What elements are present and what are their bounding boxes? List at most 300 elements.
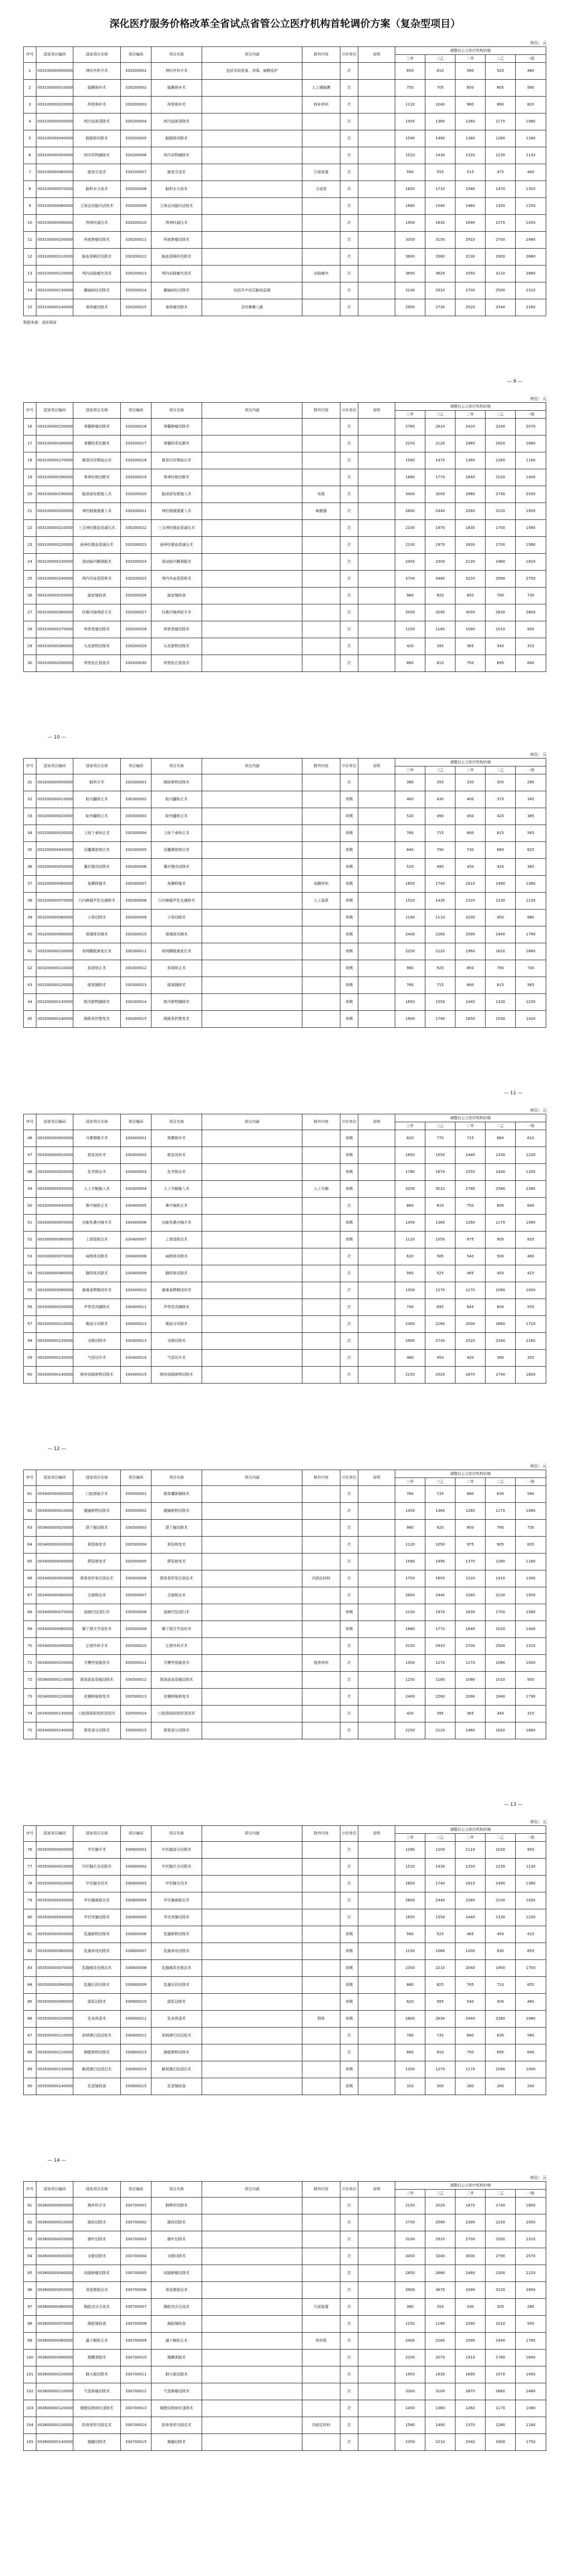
table-cell: 1650 — [395, 1909, 425, 1926]
table-cell: 颅骨钻孔探查术 — [151, 655, 202, 672]
table-header-cell: 二甲 — [455, 1834, 486, 1842]
table-row — [24, 469, 546, 486]
table-cell: 003600000010000 — [36, 2214, 73, 2231]
table-cell: 330400015 — [121, 1367, 151, 1384]
table-row — [24, 2366, 546, 2383]
table-cell: 2120 — [425, 943, 455, 960]
table-cell — [302, 2282, 340, 2299]
table-cell: 330600006 — [121, 1926, 151, 1943]
table-cell — [302, 1587, 340, 1604]
table-row — [24, 1282, 546, 1299]
table-cell: 3390 — [455, 2282, 486, 2299]
table-cell: 矫形板 — [302, 2333, 340, 2350]
table-header-cell: 二甲 — [455, 1478, 486, 1486]
table-cell — [202, 825, 302, 842]
price-table — [23, 1470, 546, 1739]
table-cell: 540 — [455, 1994, 486, 2011]
table-cell: 1050 — [425, 1232, 455, 1248]
table-cell — [302, 1299, 340, 1316]
table-cell — [202, 147, 302, 164]
table-cell: 450 — [486, 1265, 516, 1282]
table-cell: 单侧 — [340, 1215, 358, 1232]
table-cell: 玻璃体切割术 — [151, 926, 202, 943]
table-cell: 330400006 — [121, 1215, 151, 1232]
table-cell: 翼状胬肉切除术 — [73, 859, 121, 876]
table-cell: 颅骨钻孔探查术 — [73, 655, 121, 672]
table-cell — [202, 1672, 302, 1689]
table-cell: 330600004 — [121, 1892, 151, 1909]
table-cell: 1460 — [455, 198, 486, 215]
table-header-cell: 调整后公立医疗机构价格 — [395, 2182, 546, 2190]
table-cell: 320 — [395, 2078, 425, 2095]
table-cell: 1900 — [486, 1960, 516, 1977]
table-cell — [202, 1876, 302, 1892]
table-cell: 人工耳蜗植入术 — [151, 1181, 202, 1198]
table-cell — [202, 808, 302, 825]
table-cell: 假体 — [302, 2011, 340, 2028]
table-cell: 92 — [24, 2214, 36, 2231]
table-cell: 3220 — [455, 571, 486, 588]
table-cell: 2260 — [455, 1587, 486, 1604]
table-cell: 甲状腺部分切除术 — [151, 1842, 202, 1859]
table-cell: 330500015 — [121, 1722, 151, 1739]
table-cell: 1590 — [395, 130, 425, 147]
table-cell: 1450 — [395, 2400, 425, 2417]
table-header-cell: 序号 — [24, 1114, 36, 1130]
table-cell: 2490 — [516, 232, 546, 249]
table-cell: 1010 — [486, 1672, 516, 1689]
table-cell: 植骨材料 — [302, 1655, 340, 1672]
table-cell — [302, 1722, 340, 1739]
table-row — [24, 266, 546, 282]
table-cell: 330200008 — [121, 181, 151, 198]
table-cell: 1260 — [455, 2400, 486, 2417]
table-cell: 13 — [24, 266, 36, 282]
table-cell — [358, 1503, 395, 1520]
table-cell: 1490 — [486, 876, 516, 893]
table-cell: 3150 — [486, 2282, 516, 2299]
table-cell: 26 — [24, 588, 36, 604]
table-cell: 58 — [24, 1333, 36, 1350]
table-cell — [202, 1316, 302, 1333]
table-cell: 1950 — [395, 215, 425, 232]
table-row — [24, 2434, 546, 2451]
table-cell: 颈动脉内膜剥脱术 — [151, 554, 202, 571]
table-header-cell: 说明 — [358, 1826, 395, 1842]
table-cell: 330600010 — [121, 1994, 151, 2011]
table-row — [24, 655, 546, 672]
table-cell: 1260 — [455, 1503, 486, 1520]
table-cell: 气管肿瘤切除术 — [151, 2383, 202, 2400]
table-cell: 330700006 — [121, 2282, 151, 2299]
table-cell: 颅内异物摘除术 — [73, 147, 121, 164]
table-cell: 560 — [395, 1265, 425, 1282]
table-row — [24, 1248, 546, 1265]
table-cell: 脊神经根切断术 — [73, 469, 121, 486]
table-cell: 单侧 — [340, 943, 358, 960]
table-cell: 003300000050000 — [36, 1215, 73, 1232]
table-cell: 1180 — [516, 2417, 546, 2434]
table-cell: 2070 — [425, 2350, 455, 2366]
table-cell: 2450 — [395, 554, 425, 571]
table-cell: 003300000090000 — [36, 1282, 73, 1299]
table-cell: 1850 — [395, 876, 425, 893]
table-header-cell: 计价单位 — [340, 403, 358, 419]
table-cell — [302, 1503, 340, 1520]
table-cell: 气管肿瘤切除术 — [73, 2383, 121, 2400]
table-row — [24, 1316, 546, 1333]
table-cell: 单侧 — [340, 1147, 358, 1164]
table-cell: 72 — [24, 1672, 36, 1689]
table-cell: 1180 — [516, 1554, 546, 1570]
table-cell: 975 — [455, 1537, 486, 1554]
table-cell: 480 — [516, 63, 546, 80]
table-cell: 1870 — [455, 2198, 486, 2214]
table-cell — [358, 2350, 395, 2366]
table-cell — [302, 1960, 340, 1977]
table-cell — [202, 1486, 302, 1503]
table-cell: 唇裂修复术 — [73, 1537, 121, 1554]
table-row — [24, 1147, 546, 1164]
table-cell: 003600000030000 — [36, 2248, 73, 2265]
table-cell — [358, 774, 395, 791]
table-row — [24, 1943, 546, 1960]
table-cell: 腺样体切除术 — [73, 1265, 121, 1282]
table-cell: 330500014 — [121, 1706, 151, 1722]
table-cell — [302, 435, 340, 452]
table-cell: 1330 — [486, 1147, 516, 1164]
table-cell — [358, 825, 395, 842]
table-cell: 003400000000000 — [36, 1486, 73, 1503]
table-cell: 鼓室成形术 — [151, 1147, 202, 1164]
table-cell — [202, 130, 302, 147]
table-cell: 人工晶体 — [302, 893, 340, 910]
table-cell: 105 — [24, 2434, 36, 2451]
table-row — [24, 2044, 546, 2061]
table-cell: 950 — [516, 1842, 546, 1859]
table-cell: 400 — [455, 791, 486, 808]
table-cell: 330200002 — [121, 80, 151, 97]
table-cell: 1550 — [425, 1147, 455, 1164]
table-cell: 次 — [340, 503, 358, 520]
table-cell: 1850 — [395, 1876, 425, 1892]
table-cell — [302, 1486, 340, 1503]
table-cell: 泪囊鼻腔吻合术 — [73, 842, 121, 859]
table-cell — [202, 2078, 302, 2095]
table-row — [24, 859, 546, 876]
table-cell — [358, 1892, 395, 1909]
table-cell: 1790 — [425, 1011, 455, 1028]
table-cell: 73 — [24, 1689, 36, 1706]
table-header-cell: 国家项目名称 — [73, 1114, 121, 1130]
table-cell: 480 — [395, 1350, 425, 1367]
table-cell — [358, 1977, 395, 1994]
table-cell: 1600 — [516, 1367, 546, 1384]
table-cell: 2090 — [455, 2333, 486, 2350]
table-cell — [302, 1198, 340, 1215]
table-cell: 1940 — [486, 2333, 516, 2350]
table-cell: 28 — [24, 621, 36, 638]
table-cell: 2210 — [425, 1960, 455, 1977]
table-header-cell: 国家项目名称 — [73, 1826, 121, 1842]
table-cell — [358, 2248, 395, 2265]
table-cell: 1040 — [425, 97, 455, 113]
table-cell: 330500012 — [121, 1672, 151, 1689]
table-cell: 1680 — [516, 435, 546, 452]
table-cell: 1770 — [425, 469, 455, 486]
table-row — [24, 808, 546, 825]
table-cell: 415 — [516, 1265, 546, 1282]
table-cell: 003200000010000 — [36, 791, 73, 808]
table-header-cell: 三甲 — [395, 766, 425, 774]
table-cell: 620 — [395, 1994, 425, 2011]
table-cell: 330600007 — [121, 1943, 151, 1960]
unit-note: 单位：元 — [530, 1464, 547, 1469]
table-cell: 次 — [340, 2198, 358, 2214]
table-cell — [358, 1554, 395, 1570]
table-cell: 2160 — [516, 1333, 546, 1350]
table-cell: 565 — [516, 977, 546, 994]
table-cell: 椎管内异物取出术 — [73, 452, 121, 469]
table-cell — [302, 2198, 340, 2214]
table-cell: 650 — [455, 80, 486, 97]
table-cell: 前哨淋巴结活检术 — [73, 2028, 121, 2044]
table-cell: 肺叶切除术 — [73, 2231, 121, 2248]
table-cell: 1110 — [455, 1842, 486, 1859]
table-cell — [358, 977, 395, 994]
table-header-cell: 项目内涵 — [202, 1470, 302, 1486]
table-cell: 咽旁间隙肿物切除术 — [151, 1367, 202, 1384]
table-cell — [358, 1722, 395, 1739]
table-cell: 715 — [425, 977, 455, 994]
table-cell: 1430 — [425, 893, 455, 910]
table-cell: 1650 — [455, 1011, 486, 1028]
table-cell — [202, 926, 302, 943]
table-cell — [358, 63, 395, 80]
table-cell: 扁桃体切除术 — [73, 1248, 121, 1265]
table-cell: 玻璃体切割术 — [73, 926, 121, 943]
table-row — [24, 1977, 546, 1994]
table-cell — [358, 1198, 395, 1215]
table-header-cell: 三甲 — [395, 1478, 425, 1486]
table-cell: 44 — [24, 994, 36, 1011]
table-cell: 2350 — [395, 2434, 425, 2451]
table-cell — [302, 2350, 340, 2366]
table-cell — [358, 1215, 395, 1232]
table-cell — [358, 2011, 395, 2028]
table-cell: 83 — [24, 1960, 36, 1977]
table-cell — [202, 469, 302, 486]
table-cell: 630 — [486, 1486, 516, 1503]
table-cell — [302, 1842, 340, 1859]
table-cell — [358, 994, 395, 1011]
table-cell: 450 — [486, 1926, 516, 1943]
table-row — [24, 1265, 546, 1282]
table-cell — [358, 791, 395, 808]
table-cell: 1350 — [516, 181, 546, 198]
table-cell: 次 — [340, 537, 358, 554]
table-cell: 胸膜剥脱术 — [151, 2350, 202, 2366]
table-cell: 次 — [340, 2383, 358, 2400]
table-cell: 1360 — [425, 1503, 455, 1520]
table-header-cell: 除外内容 — [302, 1826, 340, 1842]
table-cell: 003100000200000 — [36, 503, 73, 520]
table-cell — [358, 1621, 395, 1638]
table-cell: 单侧 — [340, 893, 358, 910]
table-cell — [202, 1960, 302, 1977]
table-header-cell: 三甲 — [395, 2190, 425, 2198]
table-row — [24, 774, 546, 791]
table-cell: 003200000000000 — [36, 774, 73, 791]
table-cell: 2050 — [516, 2214, 546, 2231]
table-row — [24, 181, 546, 198]
table-cell: 2100 — [486, 503, 516, 520]
table-cell: 1580 — [455, 181, 486, 198]
table-cell: 880 — [395, 1977, 425, 1994]
table-cell — [358, 537, 395, 554]
table-cell: 三叉神经微血管减压术 — [73, 520, 121, 537]
table-cell — [202, 1181, 302, 1198]
table-header-cell: 序号 — [24, 47, 36, 63]
table-cell: 次 — [340, 1892, 358, 1909]
table-cell: 1600 — [516, 2198, 546, 2214]
table-cell — [202, 2248, 302, 2265]
table-cell: 880 — [516, 910, 546, 926]
table-cell: 39 — [24, 910, 36, 926]
table-cell: 1430 — [425, 1859, 455, 1876]
table-cell: 内固定材料 — [302, 1570, 340, 1587]
table-cell: 3400 — [395, 486, 425, 503]
table-cell — [302, 2044, 340, 2061]
table-cell — [202, 571, 302, 588]
table-cell: 2700 — [455, 1638, 486, 1655]
table-cell: 3200 — [425, 486, 455, 503]
table-cell: 肺大疱切除术 — [73, 2366, 121, 2383]
table-cell: 003100000230000 — [36, 554, 73, 571]
table-cell: 2520 — [455, 1333, 486, 1350]
table-cell: 500 — [486, 1248, 516, 1265]
table-cell: 66 — [24, 1570, 36, 1587]
table-cell: 角膜移植术 — [73, 876, 121, 893]
table-cell: 颅神经减压术 — [73, 215, 121, 232]
table-row — [24, 977, 546, 994]
table-cell: 70 — [24, 1638, 36, 1655]
table-cell: 次 — [340, 1367, 358, 1384]
table-cell: 2900 — [516, 2282, 546, 2299]
table-cell: 正颌外科手术 — [151, 1638, 202, 1655]
table-cell: 330400001 — [121, 1130, 151, 1147]
table-cell: 420 — [395, 638, 425, 655]
table-cell: 次 — [340, 520, 358, 537]
table-cell — [358, 1181, 395, 1198]
table-cell: 次 — [340, 1486, 358, 1503]
table-cell: 104 — [24, 2417, 36, 2434]
table-row — [24, 1232, 546, 1248]
footnote: 数据来源：省医保局 — [23, 320, 56, 325]
table-cell: 1170 — [486, 1215, 516, 1232]
table-cell: 1530 — [486, 1011, 516, 1028]
table-cell: 1830 — [455, 537, 486, 554]
table-cell: 眼睑肿物切除术 — [151, 774, 202, 791]
table-cell: 705 — [425, 80, 455, 97]
table-cell: 1170 — [486, 1503, 516, 1520]
table-cell: 颅内外血管搭桥术 — [73, 571, 121, 588]
table-cell: 1370 — [455, 2417, 486, 2434]
table-cell: 2390 — [455, 2214, 486, 2231]
table-cell: 2860 — [516, 266, 546, 282]
table-cell: 003500000050000 — [36, 1926, 73, 1943]
table-cell — [202, 2366, 302, 2383]
table-cell: 1180 — [516, 130, 546, 147]
table-cell: 550 — [516, 1299, 546, 1316]
table-cell: 1430 — [425, 147, 455, 164]
table-cell: 003500000010000 — [36, 1859, 73, 1876]
table-cell: 2260 — [425, 2333, 455, 2350]
table-cell: 003200000110000 — [36, 960, 73, 977]
table-cell: 460 — [395, 791, 425, 808]
table-cell: 003400000040000 — [36, 1554, 73, 1570]
table-cell: 330400002 — [121, 1147, 151, 1164]
table-cell: 1330 — [486, 1909, 516, 1926]
table-cell — [358, 520, 395, 537]
table-cell: 胸腔闭式引流术 — [73, 2299, 121, 2316]
table-cell — [202, 1520, 302, 1537]
table-cell: 腺样体切除术 — [151, 1265, 202, 1282]
table-cell: 330500003 — [121, 1520, 151, 1537]
table-cell: 1450 — [395, 113, 425, 130]
table-cell — [302, 2400, 340, 2417]
table-cell: 810 — [425, 1198, 455, 1215]
table-cell: 2870 — [455, 2383, 486, 2400]
table-cell — [358, 1130, 395, 1147]
table-cell: 次 — [340, 1265, 358, 1282]
table-cell — [202, 2028, 302, 2044]
table-cell: 330200012 — [121, 249, 151, 266]
table-cell: 330200027 — [121, 604, 151, 621]
table-cell: 475 — [486, 164, 516, 181]
table-cell — [202, 1164, 302, 1181]
table-cell — [358, 503, 395, 520]
table-cell: 305 — [486, 774, 516, 791]
table-cell: 41 — [24, 943, 36, 960]
table-row — [24, 282, 546, 299]
table-header-cell: 国家项目编码 — [36, 47, 73, 63]
table-cell: 乳突根治术 — [73, 1164, 121, 1181]
table-cell: 003200000050000 — [36, 859, 73, 876]
table-cell: 765 — [455, 1977, 486, 1994]
table-cell: 1650 — [395, 994, 425, 1011]
table-cell: 面神经微血管减压术 — [151, 537, 202, 554]
table-cell: 2910 — [425, 1638, 455, 1655]
table-row — [24, 1722, 546, 1739]
table-header-cell: 一级 — [516, 1122, 546, 1130]
table-cell: 330300014 — [121, 994, 151, 1011]
table-cell: 甲状腺癌根治术 — [73, 1892, 121, 1909]
table-cell — [358, 859, 395, 876]
price-table-page — [23, 2181, 546, 2451]
table-row — [24, 571, 546, 588]
table-cell: 脑积水分流术 — [151, 181, 202, 198]
table-cell: 750 — [455, 655, 486, 672]
table-cell — [202, 2231, 302, 2248]
table-cell: 1090 — [455, 2316, 486, 2333]
table-cell: 65 — [24, 1554, 36, 1570]
table-cell: 003500000020000 — [36, 1876, 73, 1892]
table-cell: 次 — [340, 1859, 358, 1876]
table-cell — [358, 1689, 395, 1706]
table-cell — [202, 2383, 302, 2400]
table-cell — [302, 520, 340, 537]
